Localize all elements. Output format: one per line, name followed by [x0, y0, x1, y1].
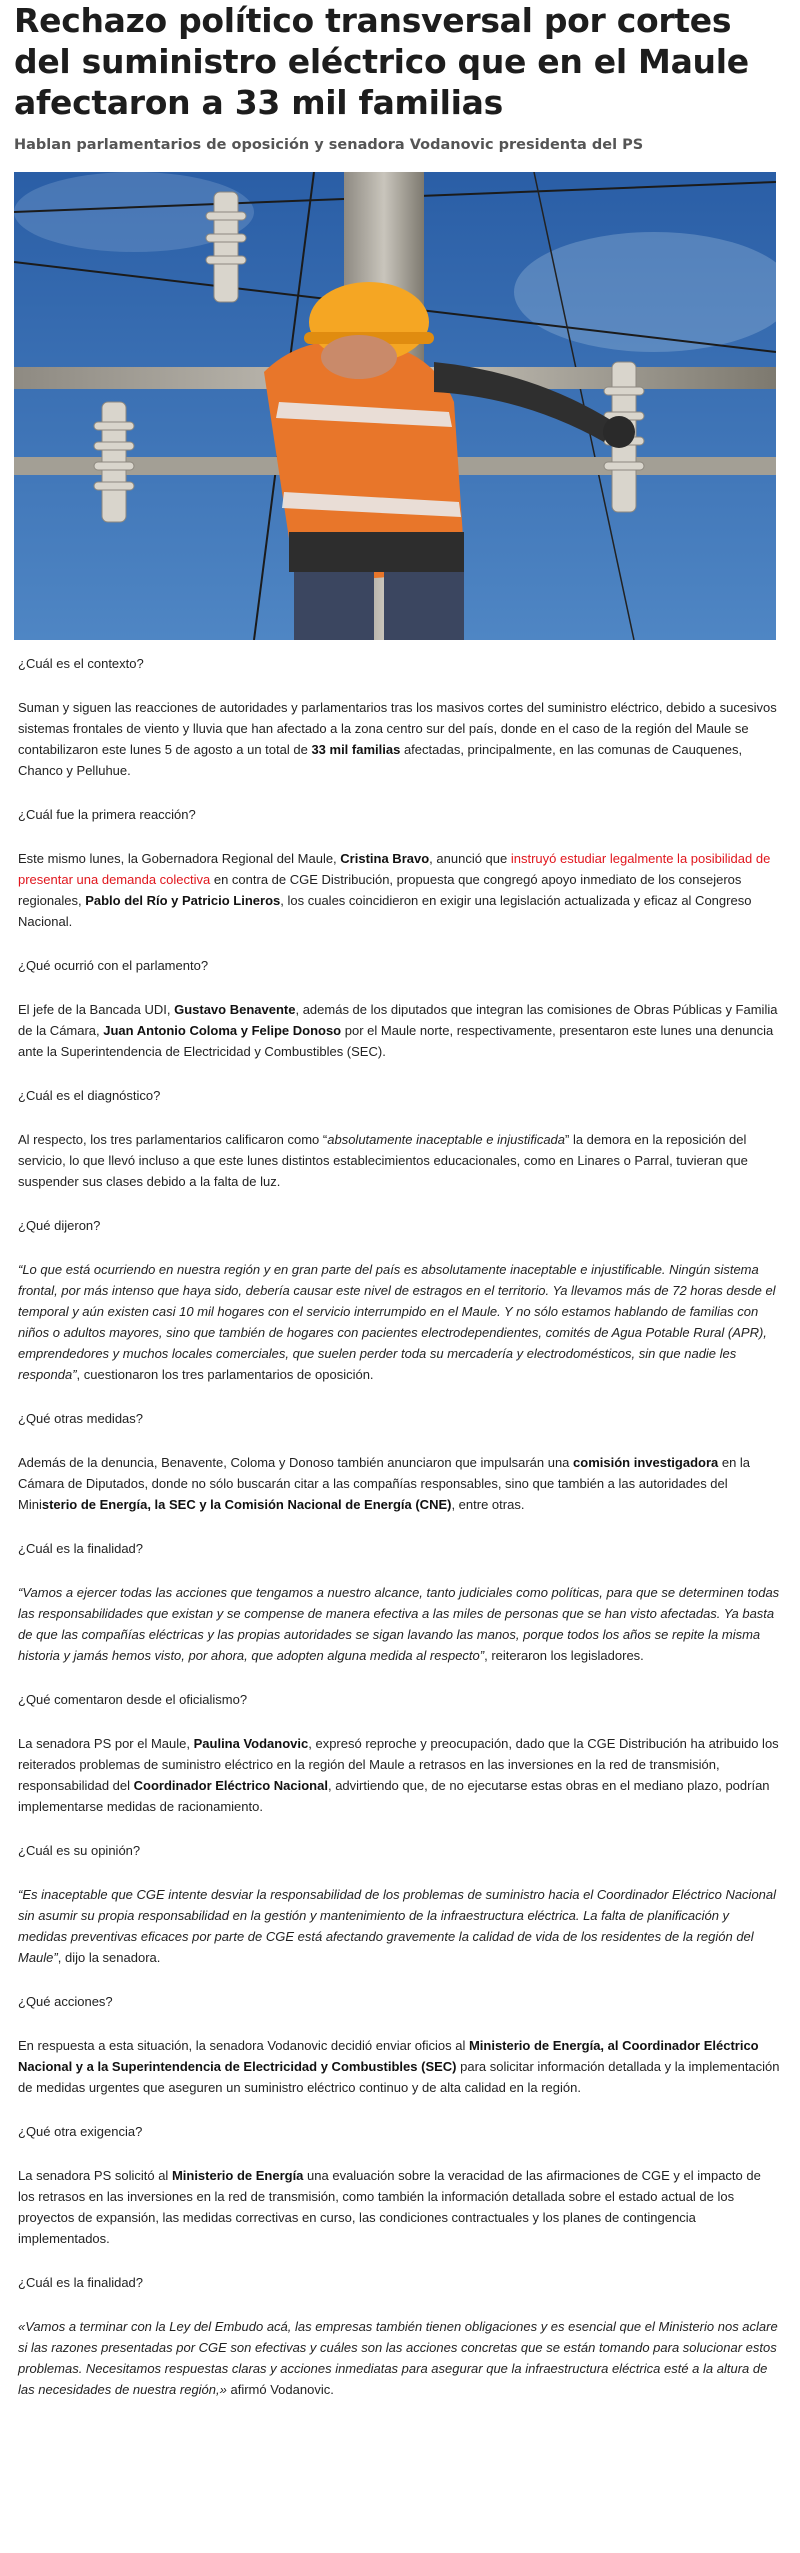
section-acciones	[18, 1991, 780, 2098]
text-span: afectadas, principalmente, en las comunas de Cauquenes, Chanco y Pelluhue.	[18, 742, 743, 778]
text-span: ” la demora en la reposición del servicio, lo que llevó incluso a que este lunes distintos establecimientos educacionales, como en Linares o Parral, tuvieran que suspender sus clases debido a la falta de luz.	[18, 1132, 748, 1189]
text-span: por el Maule norte, respectivamente, presentaron este lunes una denuncia ante la Superintendencia de Electricidad y Combustibles (SEC).	[18, 1023, 774, 1059]
section-paragraph	[18, 848, 780, 932]
section-question: ¿Qué comentaron desde el oficialismo?	[18, 1692, 248, 1707]
section-que-dijeron	[18, 1215, 780, 1385]
section-question: ¿Qué dijeron?	[18, 1218, 101, 1233]
section-question: ¿Cuál es la finalidad?	[18, 2275, 144, 2290]
section-paragraph	[18, 2316, 780, 2400]
section-paragraph	[18, 1129, 780, 1192]
text-span: , expresó reproche y preocupación, dado que la CGE Distribución ha atribuido los reiterados problemas de suministro eléctrico en la región del Maule a retrasos en las inversiones en la red de transmisión, responsabilidad del	[18, 1736, 779, 1793]
section-paragraph	[18, 1259, 780, 1385]
section-otra-exigencia	[18, 2121, 780, 2249]
bold-span: 33 mil familias	[311, 742, 401, 757]
bold-span: Ministerio de Energía, al Coordinador Eléctrico Nacional y a la Superintendencia de Electricidad y Combustibles (SEC)	[18, 2038, 759, 2074]
text-span: , los cuales coincidieron en exigir una legislación actualizada y eficaz al Congreso Nacional.	[18, 893, 752, 929]
text-span: Este mismo lunes, la Gobernadora Regional del Maule,	[18, 851, 341, 866]
section-question: ¿Qué ocurrió con el parlamento?	[18, 958, 209, 973]
section-question: ¿Qué acciones?	[18, 1994, 113, 2009]
bold-span: Paulina Vodanovic	[193, 1736, 309, 1751]
section-question: ¿Qué otras medidas?	[18, 1411, 144, 1426]
section-contexto	[18, 653, 780, 781]
section-oficialismo	[18, 1689, 780, 1817]
article-title: Rechazo político transversal por cortes del suministro eléctrico que en el Maule afectaron a 33 mil familias	[14, 1, 749, 122]
text-span: La senadora PS por el Maule,	[18, 1736, 194, 1751]
text-span: , además de los diputados que integran las comisiones de Obras Públicas y Familia de la Cámara,	[18, 1002, 778, 1038]
text-span: En respuesta a esta situación, la senadora Vodanovic decidió enviar oficios al	[18, 2038, 469, 2053]
hero-photo-lineman-on-power-pole	[14, 172, 776, 640]
text-span: , advirtiendo que, de no ejecutarse estas obras en el mediano plazo, podrían implementarse medidas de racionamiento.	[18, 1778, 770, 1814]
bold-span: Coordinador Eléctrico Nacional	[133, 1778, 328, 1793]
section-primera-reaccion	[18, 804, 780, 932]
bold-span: Cristina Bravo	[340, 851, 430, 866]
section-paragraph	[18, 1884, 780, 1968]
text-span: Al respecto, los tres parlamentarios calificaron como “	[18, 1132, 328, 1147]
text-span: , reiteraron los legisladores.	[484, 1648, 644, 1663]
text-span: afirmó Vodanovic.	[226, 2382, 334, 2397]
section-otras-medidas	[18, 1408, 780, 1515]
section-paragraph	[18, 999, 780, 1062]
section-paragraph	[18, 1582, 780, 1666]
section-question: ¿Cuál es el diagnóstico?	[18, 1088, 161, 1103]
quote-span: “Es inaceptable que CGE intente desviar la responsabilidad de los problemas de suministro hacia el Coordinador Eléctrico Nacional sin asumir su propia responsabilidad en la gestión y mantenimiento de la infraestructura eléctrica. La falta de planificación y medidas preventivas eficaces por parte de CGE está afectando gravemente la calidad de vida de los residentes de la región del Maule”	[18, 1887, 777, 1965]
text-span: , dijo la senadora.	[57, 1950, 161, 1965]
text-span: Además de la denuncia, Benavente, Coloma y Donoso también anunciaron que impulsarán una	[18, 1455, 574, 1470]
italic-span: absolutamente inaceptable e injustificada	[327, 1132, 566, 1147]
section-paragraph	[18, 697, 780, 781]
bold-span: Ministerio de Energía	[171, 2168, 304, 2183]
bold-span: comisión investigadora	[573, 1455, 719, 1470]
text-span: La senadora PS solicitó al	[18, 2168, 172, 2183]
bold-span: Gustavo Benavente	[174, 1002, 296, 1017]
section-finalidad-1	[18, 1538, 780, 1666]
section-question: ¿Qué otra exigencia?	[18, 2124, 143, 2139]
text-span: Suman y siguen las reacciones de autoridades y parlamentarios tras los masivos cortes del suministro eléctrico, debido a sucesivos sistemas frontales de viento y lluvia que han afectado a la zona centro sur del país, donde en el caso de la región del Maule se contabilizaron este lunes 5 de agosto a un total de	[18, 700, 777, 757]
section-finalidad-2	[18, 2272, 780, 2400]
demanda-colectiva-link[interactable]: instruyó estudiar legalmente la posibilidad de presentar una demanda colectiva	[18, 851, 771, 887]
section-paragraph	[18, 1452, 780, 1515]
section-diagnostico	[18, 1085, 780, 1192]
section-paragraph	[18, 1733, 780, 1817]
article-body	[18, 653, 780, 2423]
text-span: en contra de CGE Distribución, propuesta que congregó apoyo inmediato de los consejeros regionales,	[18, 872, 742, 908]
section-paragraph	[18, 2035, 780, 2098]
section-question: ¿Cuál es su opinión?	[18, 1843, 141, 1858]
section-question: ¿Cuál es la finalidad?	[18, 1541, 144, 1556]
text-span: una evaluación sobre la veracidad de las afirmaciones de CGE y el impacto de los retrasos en las inversiones en la red de transmisión, como también la información detallada sobre el estado actual de los proyectos de expansión, las medidas correctivas en curso, las condiciones contractuales y los planes de contingencia implementados.	[18, 2168, 761, 2246]
quote-span: “Vamos a ejercer todas las acciones que tengamos a nuestro alcance, tanto judiciales como políticas, para que se determinen todas las responsabilidades que existan y se compense de manera efectiva a las miles de personas que se han visto afectadas. Ya basta de que las compañías eléctricas y las propias autoridades se sigan lavando las manos, porque todos los años se repite la misma historia y jamás hemos visto, por ahora, que adopten alguna medida al respecto”	[18, 1585, 780, 1663]
text-span: , entre otras.	[451, 1497, 525, 1512]
quote-span: “Lo que está ocurriendo en nuestra región y en gran parte del país es absolutamente inaceptable e injustificable. Ningún sistema frontal, por más intenso que haya sido, debería causar este nivel de estragos en el territorio. Ya llevamos más de 72 horas desde el temporal y aún existen casi 10 mil hogares con el servicio interrumpido en el Maule. Y no sólo estamos hablando de familias con niños o adultos mayores, sino que también de hogares con pacientes electrodependientes, comités de Agua Potable Rural (APR), emprendedores y muchos locales comerciales, que suelen perder toda su mercadería y electrodomésticos, sin que nadie les responda”	[18, 1262, 776, 1382]
section-question: ¿Cuál fue la primera reacción?	[18, 807, 196, 822]
bold-span: Juan Antonio Coloma y Felipe Donoso	[103, 1023, 342, 1038]
bold-span: sterio de Energía, la SEC y la Comisión Nacional de Energía (CNE)	[41, 1497, 452, 1512]
text-span: , anunció que	[429, 851, 511, 866]
bold-span: Pablo del Río y Patricio Lineros	[85, 893, 281, 908]
article-subtitle: Hablan parlamentarios de oposición y senadora Vodanovic presidenta del PS	[14, 137, 644, 153]
text-span: en la Cámara de Diputados, donde no sólo buscarán citar a las compañías responsables, sino que también a las autoridades del Mini	[18, 1455, 751, 1512]
section-parlamento	[18, 955, 780, 1062]
text-span: para solicitar información detallada y la implementación de medidas urgentes que aseguren un suministro eléctrico continuo y de alta calidad en la región.	[18, 2059, 780, 2095]
section-question: ¿Cuál es el contexto?	[18, 656, 144, 671]
text-span: , cuestionaron los tres parlamentarios de oposición.	[76, 1367, 374, 1382]
quote-span: «Vamos a terminar con la Ley del Embudo acá, las empresas también tienen obligaciones y es esencial que el Ministerio nos aclare si las razones presentadas por CGE son efectivas y cuáles son las acciones concretas que se están tomando para solucionar estos problemas. Necesitamos respuestas claras y acciones inmediatas para asegurar que la infraestructura eléctrica esté a la altura de las necesidades de nuestra región,»	[18, 2319, 778, 2397]
text-span: El jefe de la Bancada UDI,	[18, 1002, 175, 1017]
section-opinion	[18, 1840, 780, 1968]
section-paragraph	[18, 2165, 780, 2249]
